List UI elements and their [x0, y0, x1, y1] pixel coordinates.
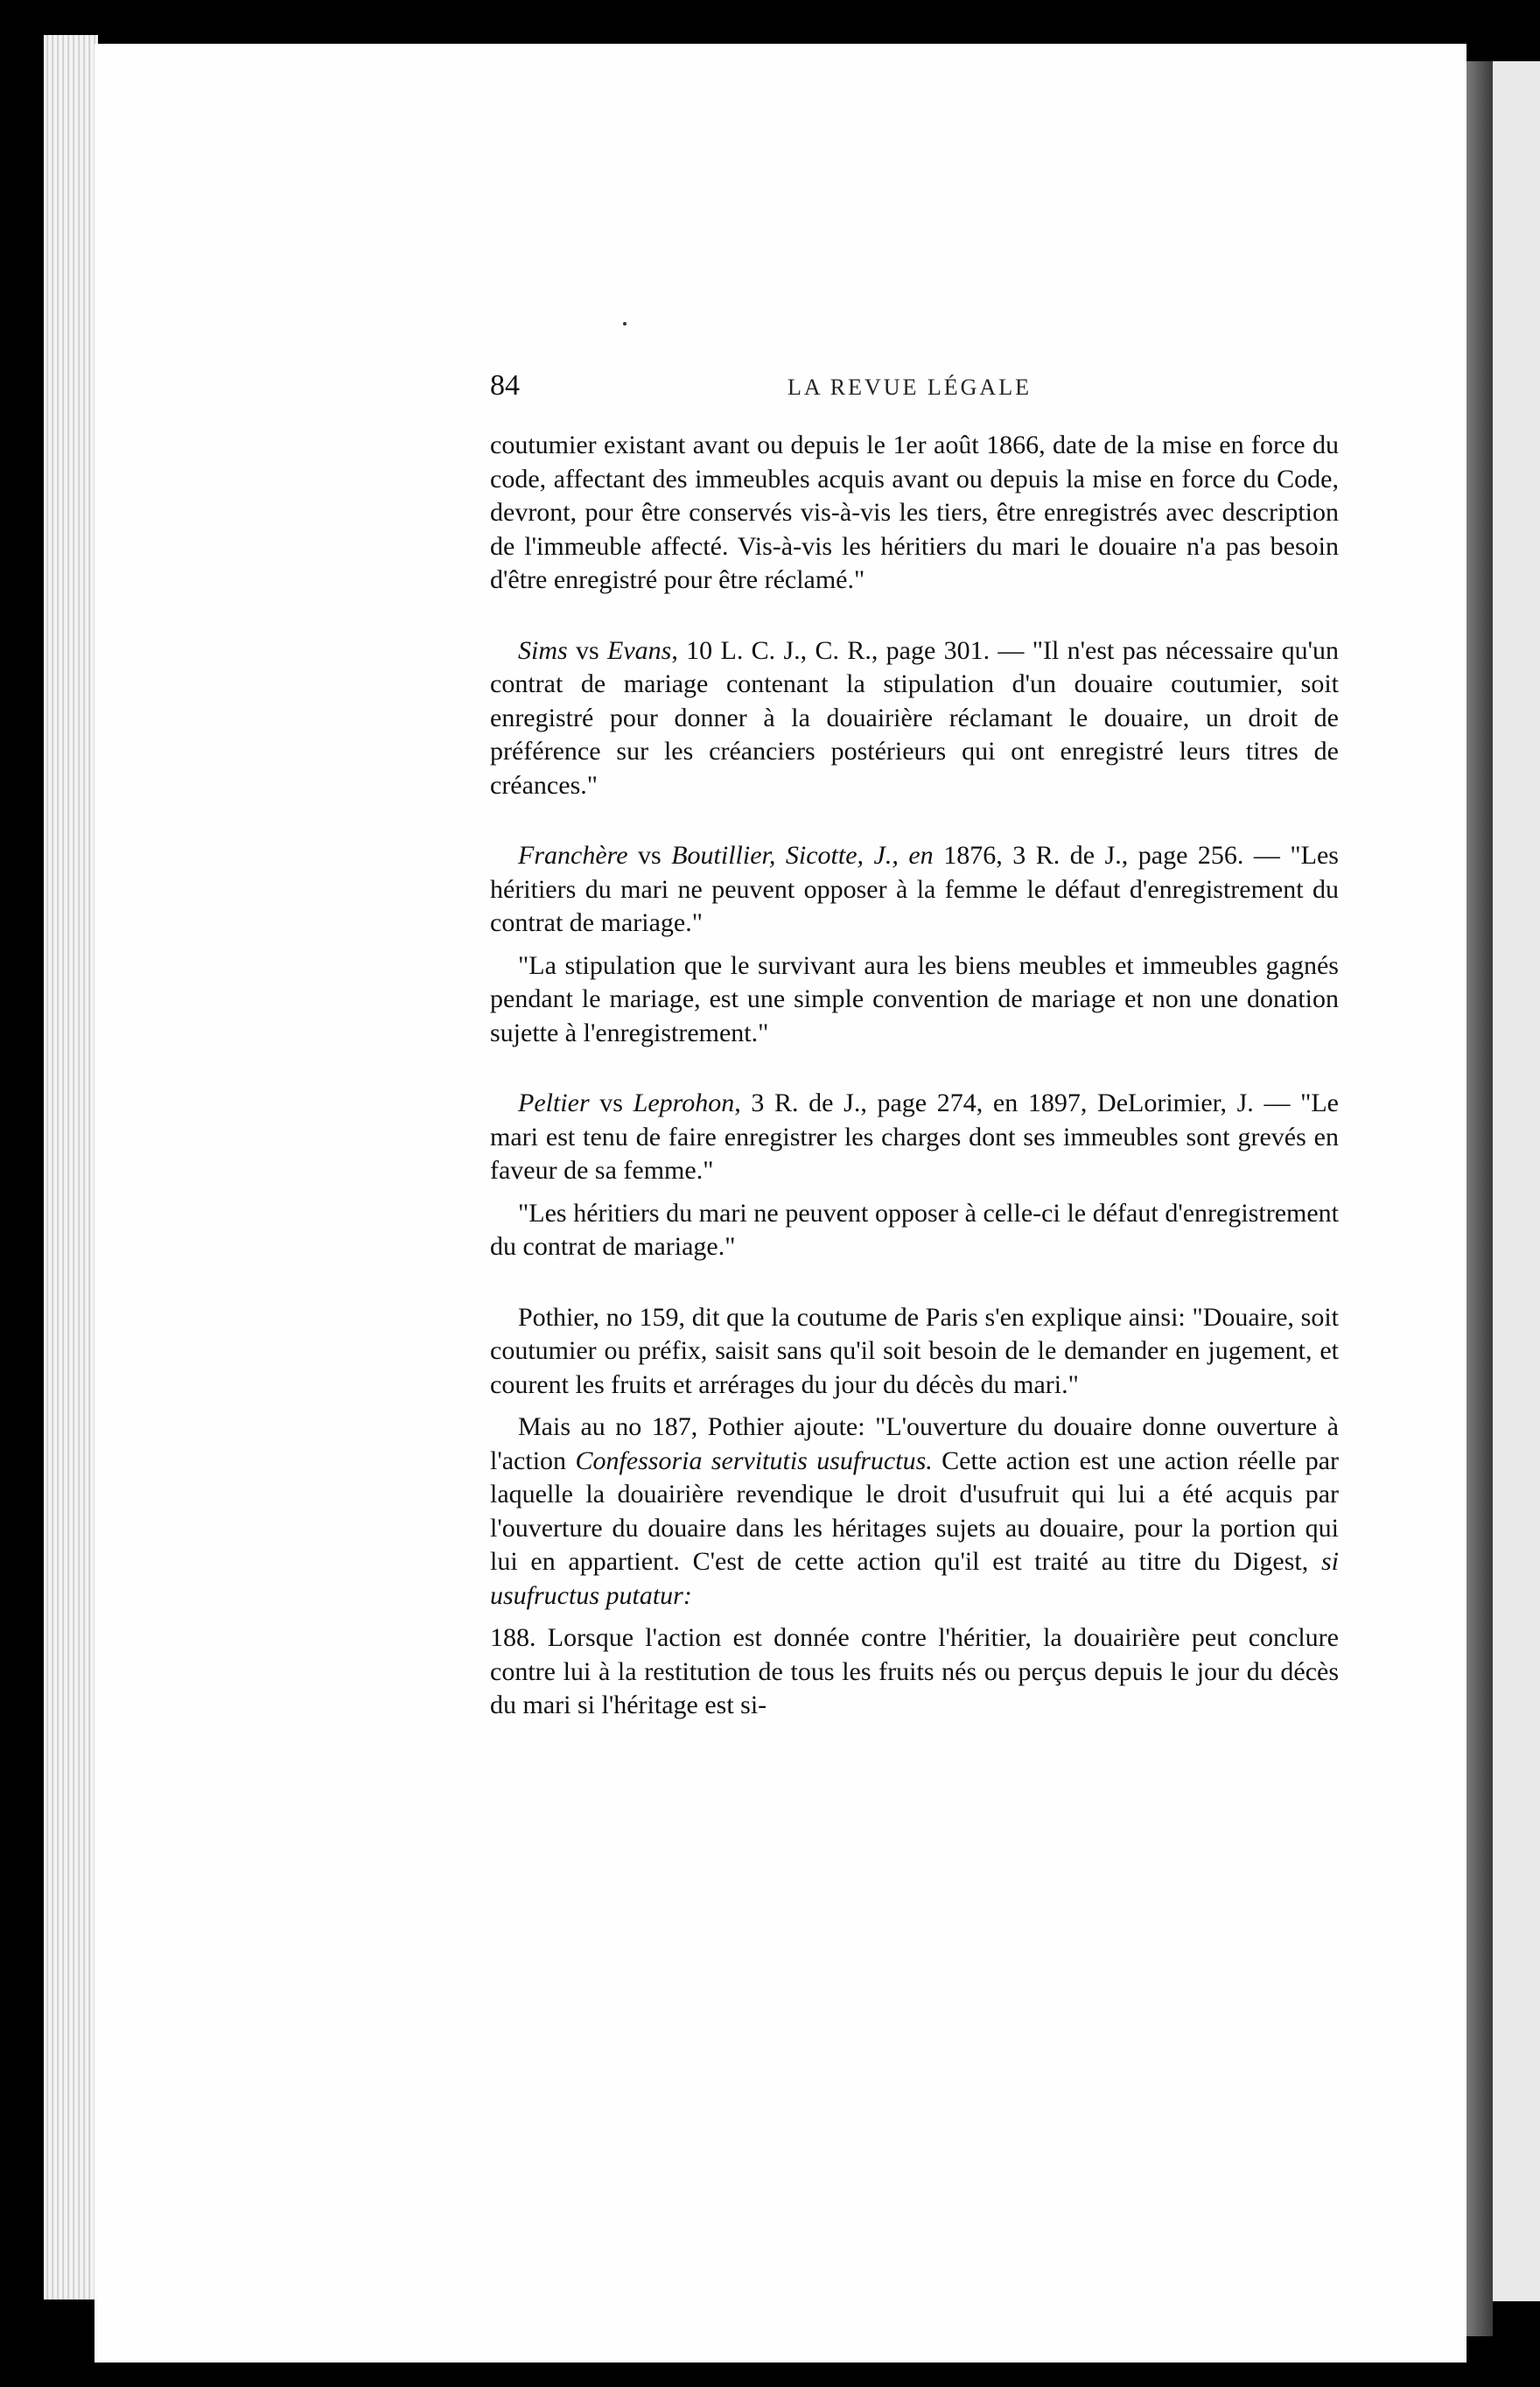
paragraph-5	[490, 1087, 1339, 1188]
latin-term: Confessoria servitutis usufructus.	[575, 1446, 933, 1475]
paragraph-8-text-a: Mais au no 187, Pothier ajoute: "L'ouverture du douaire donne ouverture à l'action	[490, 1412, 1339, 1475]
case-party-b: Evans	[607, 635, 672, 665]
paragraph-8-text-b: Cette action est une action réelle par laquelle la douairière revendique le droit d'usufruit qui lui a été acquis par l'ouverture du douaire dans les héritages sujets au douaire, pour la portion qui lui en appartient. C'est de cette action qu'il est traité au titre du Digest,	[490, 1446, 1339, 1576]
case-summary: — "Le mari est tenu de faire enregistrer les charges dont ses immeubles sont grevés en faveur de sa femme."	[490, 1088, 1339, 1185]
paragraph-3	[490, 839, 1339, 941]
book-page-edges	[44, 35, 98, 2300]
case-vs: vs	[627, 841, 672, 870]
paragraph-9: 188. Lorsque l'action est donnée contre l'héritier, la douairière peut conclure contre lui à la restitution de tous les fruits nés ou perçus depuis le jour du décès du mari si l'héritage est si-	[490, 1623, 1339, 1719]
paragraph-2	[490, 634, 1339, 803]
case-vs: vs	[589, 1088, 634, 1117]
ink-speck	[623, 322, 626, 326]
case-citation: 1876, 3 R. de J., page	[933, 841, 1188, 870]
page-number: 84	[490, 369, 520, 402]
case-citation: , 10 L. C. J., C. R., page 301.	[671, 635, 990, 665]
case-party-a: Peltier	[518, 1088, 590, 1117]
digest-title: si usufructus putatur:	[490, 1547, 1339, 1610]
case-party-a: Franchère	[518, 841, 628, 870]
body-text	[490, 429, 1339, 1723]
case-party-b: Leprohon	[633, 1088, 735, 1117]
paragraph-1: coutumier existant avant ou depuis le 1er août 1866, date de la mise en force du code, affectant des immeubles acquis avant ou depuis la mise en force du Code, devront, pour être conservés vis-à-vis les tiers, être enregistrés avec description de l'immeuble affecté. Vis-à-vis les héritiers du mari le douaire n'a pas besoin d'être enregistré pour être réclamé."	[490, 430, 1339, 594]
paragraph-6: "Les héritiers du mari ne peuvent opposer à celle-ci le défaut d'enregistrement du contrat de mariage."	[490, 1198, 1339, 1261]
page-header	[490, 369, 1356, 413]
case-vs: vs	[567, 635, 608, 665]
running-title: LA REVUE LÉGALE	[788, 374, 1032, 400]
case-party-a: Sims	[518, 635, 568, 665]
facing-page-strip	[1493, 61, 1540, 2301]
paragraph-4: "La stipulation que le survivant aura les biens meubles et immeubles gagnés pendant le mariage, est une simple convention de mariage et non une donation sujette à l'enregistrement."	[490, 950, 1339, 1047]
case-citation: , 3 R. de J., page 274, en 1897, DeLorimier, J.	[734, 1088, 1254, 1117]
gutter-shadow	[1466, 61, 1493, 2336]
paragraph-8	[490, 1410, 1339, 1613]
case-party-b: Boutillier, Sicotte, J., en	[671, 841, 934, 870]
paragraph-7: Pothier, no 159, dit que la coutume de Paris s'en explique ainsi: "Douaire, soit coutumier ou préfix, saisit sans qu'il soit besoin de le demander en jugement, et courent les fruits et arrérages du jour du décès du mari."	[490, 1302, 1339, 1399]
case-summary: — "Il n'est pas nécessaire qu'un contrat de mariage contenant la stipulation d'un douaire coutumier, soit enregistré pour donner à la douairière réclamant le douaire, un droit de préférence sur les créanciers postérieurs qui ont enregistré leurs titres de créances."	[490, 635, 1339, 800]
case-summary: 256. — "Les héritiers du mari ne peuvent opposer à la femme le défaut d'enregistrement du contrat de mariage."	[490, 841, 1339, 937]
